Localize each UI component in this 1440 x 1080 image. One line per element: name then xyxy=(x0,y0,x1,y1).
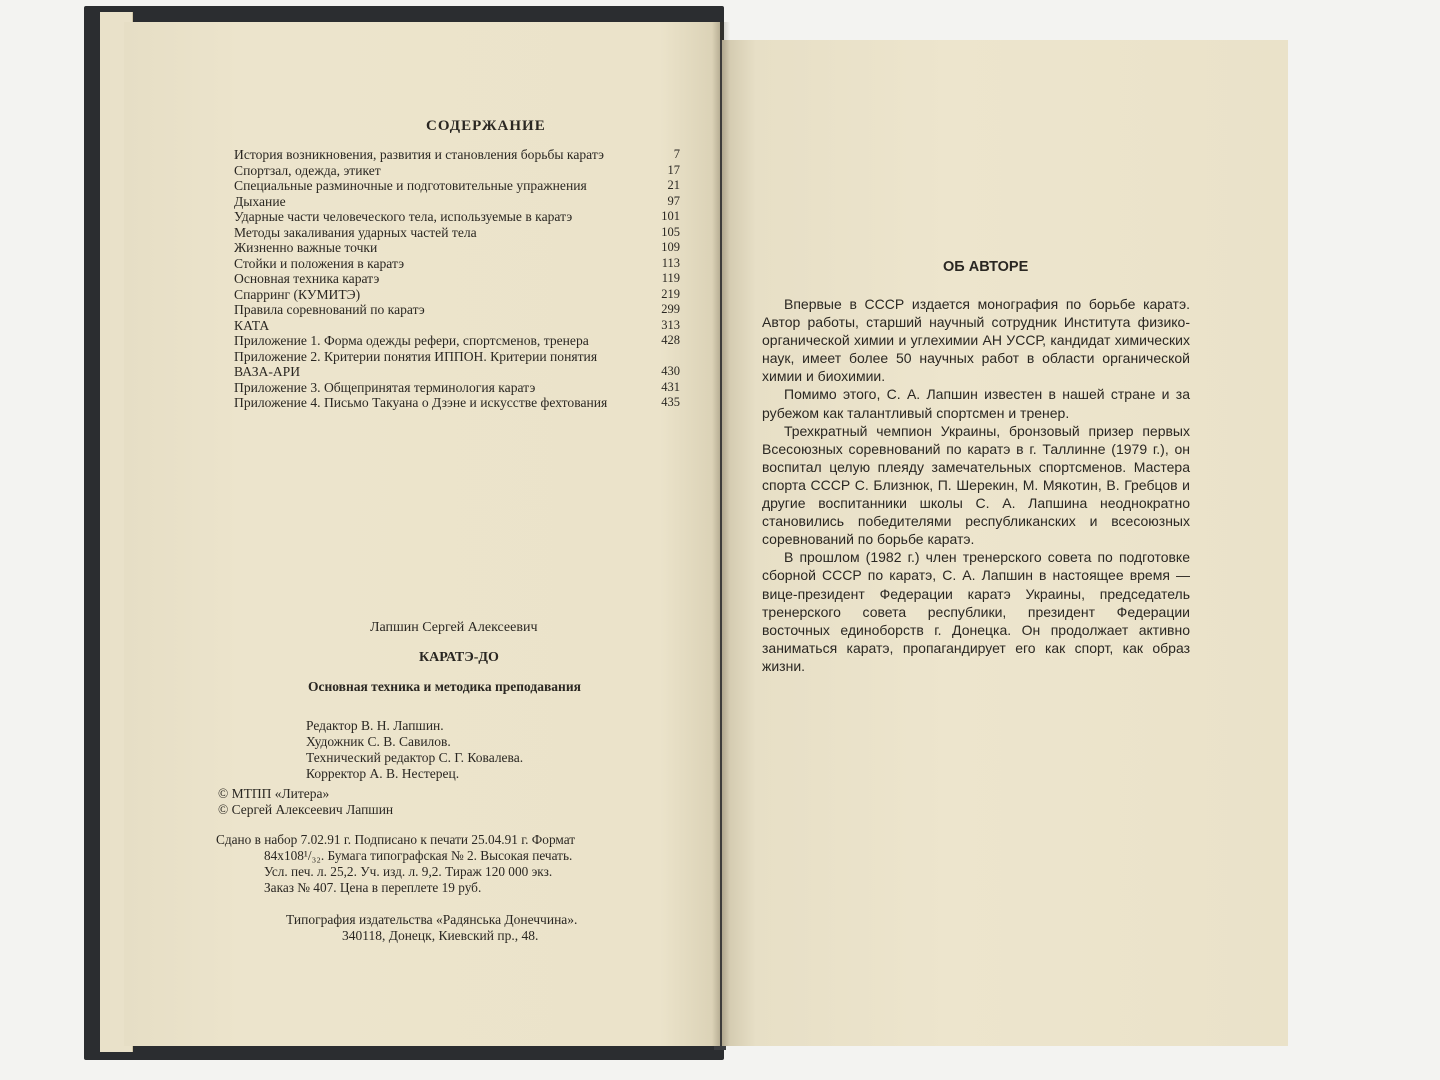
imprint-line: Усл. печ. л. 25,2. Уч. изд. л. 9,2. Тираж 120 000 экз. xyxy=(264,864,553,879)
book-title: КАРАТЭ-ДО xyxy=(419,650,499,665)
credit-line: Технический редактор С. Г. Ковалева. xyxy=(306,750,524,765)
copyright-line: © МТПП «Литера» xyxy=(218,786,330,801)
toc-item-title: Спортзал, одежда, этикет xyxy=(234,162,381,178)
printer-info xyxy=(286,912,577,944)
toc-item xyxy=(234,194,680,210)
imprint-line: Сдано в набор 7.02.91 г. Подписано к печати 25.04.91 г. Формат xyxy=(216,832,576,847)
toc-item-title: Приложение 2. Критерии понятия ИППОН. Критерии понятия ВАЗА-АРИ xyxy=(234,348,598,379)
toc-item-title: Дыхание xyxy=(234,193,286,209)
toc-item-title: Методы закаливания ударных частей тела xyxy=(234,224,477,240)
toc-item-page: 431 xyxy=(661,379,680,394)
imprint-line: 84x108¹/₃₂. Бумага типографская № 2. Высокая печать. xyxy=(264,848,573,863)
about-paragraph: В прошлом (1982 г.) член тренерского совета по подготовке сборной СССР по каратэ, С. А. Лапшин в настоящее время — вице-президент Федерации каратэ Украины, председатель тренерского совета республики, президент Федерации восточных единоборств г. Донецка. Он продолжает активно заниматься каратэ, пропагандирует его как спорт, как образ жизни. xyxy=(762,549,1190,674)
toc-item-page: 105 xyxy=(661,224,680,239)
toc-title: СОДЕРЖАНИЕ xyxy=(426,118,546,134)
book-subtitle: Основная техника и методика преподавания xyxy=(308,679,581,694)
toc-item xyxy=(234,178,680,194)
toc-item xyxy=(234,287,680,303)
toc-item-title: Жизненно важные точки xyxy=(234,240,378,255)
about-text xyxy=(762,295,1190,675)
toc-item-title: История возникновения, развития и становления борьбы каратэ xyxy=(234,147,604,162)
copyright-line: © Сергей Алексеевич Лапшин xyxy=(218,802,394,817)
toc-item xyxy=(234,380,680,396)
copyright xyxy=(218,786,393,818)
toc-item-page: 299 xyxy=(661,302,680,316)
toc-item xyxy=(234,163,680,179)
toc-item-title: Основная техника каратэ xyxy=(234,271,380,286)
toc-item-title: КАТА xyxy=(234,317,270,333)
toc-item xyxy=(234,333,680,349)
toc-item xyxy=(234,240,680,256)
printer-line: Типография издательства «Радянська Донеччина». xyxy=(286,912,578,927)
toc-item xyxy=(234,395,680,411)
toc-item-page: 430 xyxy=(661,364,680,378)
toc-item xyxy=(234,318,680,334)
toc-item-title: Ударные части человеческого тела, используемые в каратэ xyxy=(234,209,573,224)
toc-item-title: Спарринг (КУМИТЭ) xyxy=(234,286,361,302)
toc-item xyxy=(234,209,680,225)
toc-item-title: Специальные разминочные и подготовительные упражнения xyxy=(234,178,587,193)
toc-item-page: 113 xyxy=(661,255,680,270)
about-paragraph: Впервые в СССР издается монография по борьбе каратэ. Автор работы, старший научный сотрудник Института физико-органической химии и углехимии АН УССР, кандидат химических наук, имеет более 50 научных работ в области органической химии и биохимии. xyxy=(762,296,1190,385)
toc-item xyxy=(234,349,680,380)
credit-line: Редактор В. Н. Лапшин. xyxy=(306,718,444,733)
toc-item-page: 428 xyxy=(661,333,680,347)
book-gutter xyxy=(712,22,730,1046)
toc-item-title: Приложение 4. Письмо Такуана о Дзэне и искусстве фехтования xyxy=(234,395,608,410)
credits xyxy=(306,718,523,782)
toc-item-title: Стойки и положения в каратэ xyxy=(234,255,405,271)
toc-item-page: 219 xyxy=(661,286,680,301)
toc-item-page: 17 xyxy=(667,162,680,177)
imprint-line: Заказ № 407. Цена в переплете 19 руб. xyxy=(264,880,482,895)
toc-item-page: 109 xyxy=(661,240,680,254)
toc-item xyxy=(234,302,680,318)
table-of-contents xyxy=(234,147,680,411)
toc-item-title: Приложение 1. Форма одежды рефери, спортсменов, тренера xyxy=(234,333,589,348)
printer-line: 340118, Донецк, Киевский пр., 48. xyxy=(342,928,539,943)
toc-item-title: Правила соревнований по каратэ xyxy=(234,302,425,317)
about-title: ОБ АВТОРЕ xyxy=(943,259,1029,275)
toc-item xyxy=(234,225,680,241)
toc-item-title: Приложение 3. Общепринятая терминология каратэ xyxy=(234,379,536,395)
toc-item-page: 101 xyxy=(661,209,680,223)
about-paragraph: Помимо этого, С. А. Лапшин известен в нашей стране и за рубежом как талантливый спортсмен и тренер. xyxy=(762,386,1190,421)
toc-item-page: 7 xyxy=(673,147,680,161)
author-name: Лапшин Сергей Алексеевич xyxy=(370,620,538,635)
toc-item-page: 313 xyxy=(661,317,680,332)
toc-item xyxy=(234,271,680,287)
about-paragraph: Трехкратный чемпион Украины, бронзовый призер первых Всесоюзных соревнований по каратэ в г. Таллинне (1979 г.), он воспитал целую плеяду замечательных спортсменов. Мастера спорта СССР С. Близнюк, П. Шерекин, М. Мякотин, В. Гребцов и другие воспитанники школы С. А. Лапшина неоднократно становились победителями республиканских и всесоюзных соревнований по борьбе каратэ. xyxy=(762,422,1190,548)
toc-item xyxy=(234,147,680,163)
toc-item-page: 119 xyxy=(661,271,680,285)
imprint xyxy=(216,832,676,896)
toc-item-page: 97 xyxy=(667,193,680,208)
credit-line: Корректор А. В. Нестерец. xyxy=(306,766,460,781)
toc-item xyxy=(234,256,680,272)
toc-item-page: 435 xyxy=(661,395,680,409)
credit-line: Художник С. В. Савилов. xyxy=(306,734,451,749)
toc-item-page: 21 xyxy=(667,178,680,192)
